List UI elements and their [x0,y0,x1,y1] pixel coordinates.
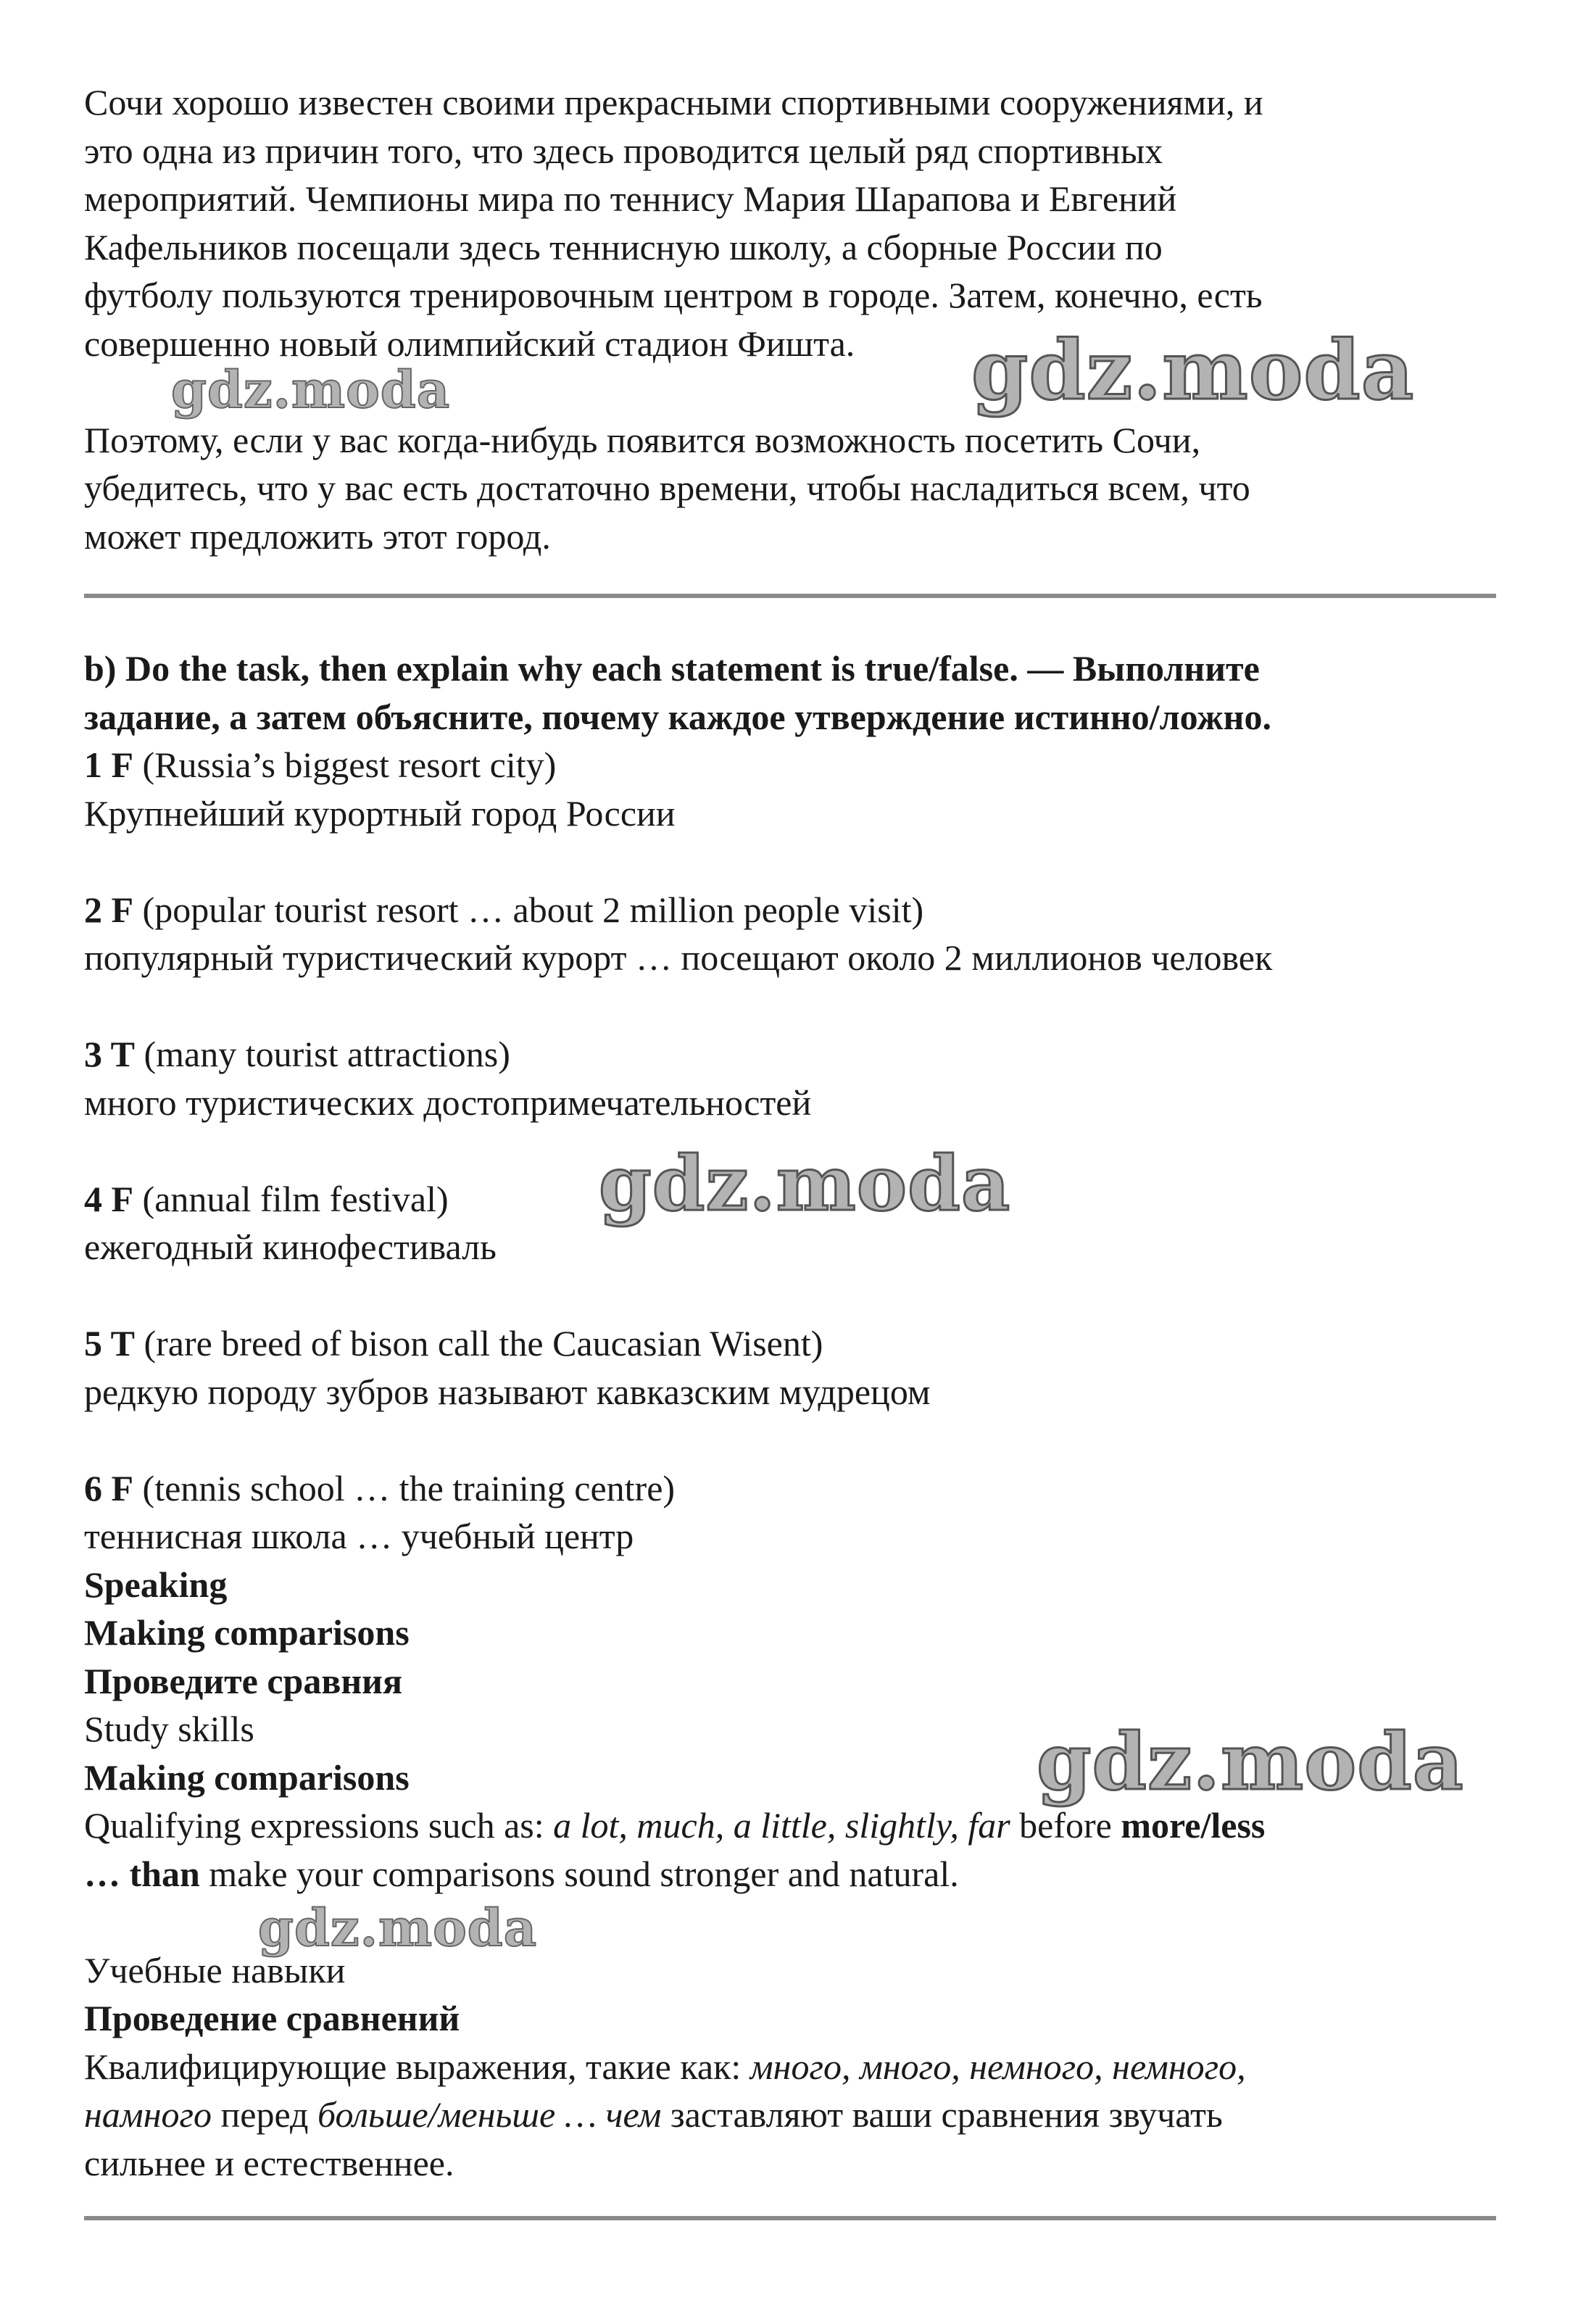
tip-text: make your comparisons sound stronger and natural. [199,1853,959,1894]
answer-russian: Крупнейший курортный город России [84,792,676,834]
answer-4 [84,1175,1498,1271]
study-skills-title: Making comparisons [84,1756,410,1798]
answer-english [84,886,1498,934]
tip-examples: много, много, немного, немного, [749,2046,1246,2087]
answer-6 [84,1464,1498,1561]
tip-text: заставляют ваши сравнения звучать [661,2094,1223,2135]
answer-label: 3 T [84,1034,135,1074]
answer-label: 1 F [84,744,134,785]
tip-examples: больше/меньше … чем [317,2094,662,2135]
answer-label: 5 T [84,1323,135,1364]
tip-keyword: … than [84,1853,200,1894]
answer-quote: (tennis school … the training centre) [133,1467,676,1508]
spacer [84,1126,1498,1175]
tip-text: Qualifying expressions such as: [84,1805,554,1846]
answer-english [84,1464,1498,1513]
tip-line-ru [84,2043,1498,2091]
task-heading-line: b) Do the task, then explain why each statement is true/false. — Выполните [84,648,1260,689]
intro-paragraph [84,78,1498,368]
answer-3 [84,1030,1498,1126]
intro-line: футболу пользуются тренировочным центром в городе. Затем, конечно, есть [84,275,1263,315]
answer-5 [84,1319,1498,1416]
intro-line: Кафельников посещали здесь теннисную школу, а сборные России по [84,226,1163,267]
section-divider [84,2216,1496,2220]
answer-quote: (annual film festival) [133,1178,449,1219]
section-divider [84,594,1496,598]
watermark-logo: gdz.moda [971,323,1415,418]
answer-russian: теннисная школа … учебный центр [84,1516,634,1556]
intro-line: Сочи хорошо известен своими прекрасными спортивными сооружениями, и [84,82,1263,123]
tip-text: before [1010,1805,1121,1846]
study-skills-title-ru: Проведение сравнений [84,1998,460,2038]
document-page [84,78,1498,2220]
intro-line: совершенно новый олимпийский стадион Фишта. [84,323,855,364]
study-skills-label-ru: Учебные навыки [84,1949,346,1991]
answer-1 [84,741,1498,837]
answer-quote: (many tourist attractions) [134,1034,510,1074]
speaking-section [84,1561,1498,2188]
spacer [84,1271,1498,1320]
task-heading [84,644,1498,741]
answer-quote: (Russia’s biggest resort city) [133,744,557,785]
answer-english [84,1319,1498,1368]
answer-quote: (rare breed of bison call the Caucasian Wisent) [134,1323,823,1364]
closing-line: убедитесь, что у вас есть достаточно времени, чтобы насладиться всем, что [84,468,1250,508]
tip-line-ru [84,2091,1498,2139]
watermark-logo: gdz.moda [599,1139,1011,1228]
spacer [84,1898,1498,1946]
closing-line: Поэтому, если у вас когда-нибудь появится возможность посетить Сочи, [84,419,1201,460]
answer-russian: ежегодный кинофестиваль [84,1227,497,1267]
spacer [84,1416,1498,1464]
answer-russian: популярный туристический курорт … посещают около 2 миллионов человек [84,937,1273,978]
answer-russian: редкую породу зубров называют кавказским мудрецом [84,1371,931,1412]
tip-text: Квалифицирующие выражения, такие как: [84,2046,750,2087]
answer-label: 2 F [84,889,134,930]
answer-2 [84,886,1498,982]
tip-keyword: more/less [1121,1805,1266,1846]
closing-paragraph [84,416,1498,561]
intro-line: мероприятий. Чемпионы мира по теннису Мария Шарапова и Евгений [84,178,1177,219]
answer-label: 4 F [84,1178,134,1219]
answer-quote: (popular tourist resort … about 2 million people visit) [133,889,924,930]
section-subtitle: Making comparisons [84,1612,410,1653]
tip-line-en [84,1850,1498,1898]
closing-line: может предложить этот город. [84,515,551,557]
tip-examples: намного [84,2094,212,2135]
spacer [84,368,1498,416]
watermark-logo: gdz.moda [1037,1717,1464,1808]
watermark-logo: gdz.moda [171,360,451,420]
answer-english [84,1175,1498,1224]
spacer [84,837,1498,886]
watermark-logo: gdz.moda [258,1898,538,1958]
study-skills-label: Study skills [84,1709,254,1749]
answer-english [84,741,1498,789]
answer-english [84,1030,1498,1079]
tip-text: перед [212,2094,317,2135]
intro-line: это одна из причин того, что здесь проводится целый ряд спортивных [84,130,1163,171]
tip-examples: a lot, much, a little, slightly, far [553,1805,1010,1846]
spacer [84,982,1498,1031]
answer-label: 6 F [84,1467,134,1508]
section-subtitle-ru: Проведите сравния [84,1660,403,1701]
tip-line-ru: сильнее и естественнее. [84,2142,454,2183]
task-heading-line: задание, а затем объясните, почему каждое утверждение истинно/ложно. [84,696,1271,737]
answer-russian: много туристических достопримечательностей [84,1082,812,1123]
tip-line-en [84,1801,1498,1850]
section-title: Speaking [84,1564,228,1605]
